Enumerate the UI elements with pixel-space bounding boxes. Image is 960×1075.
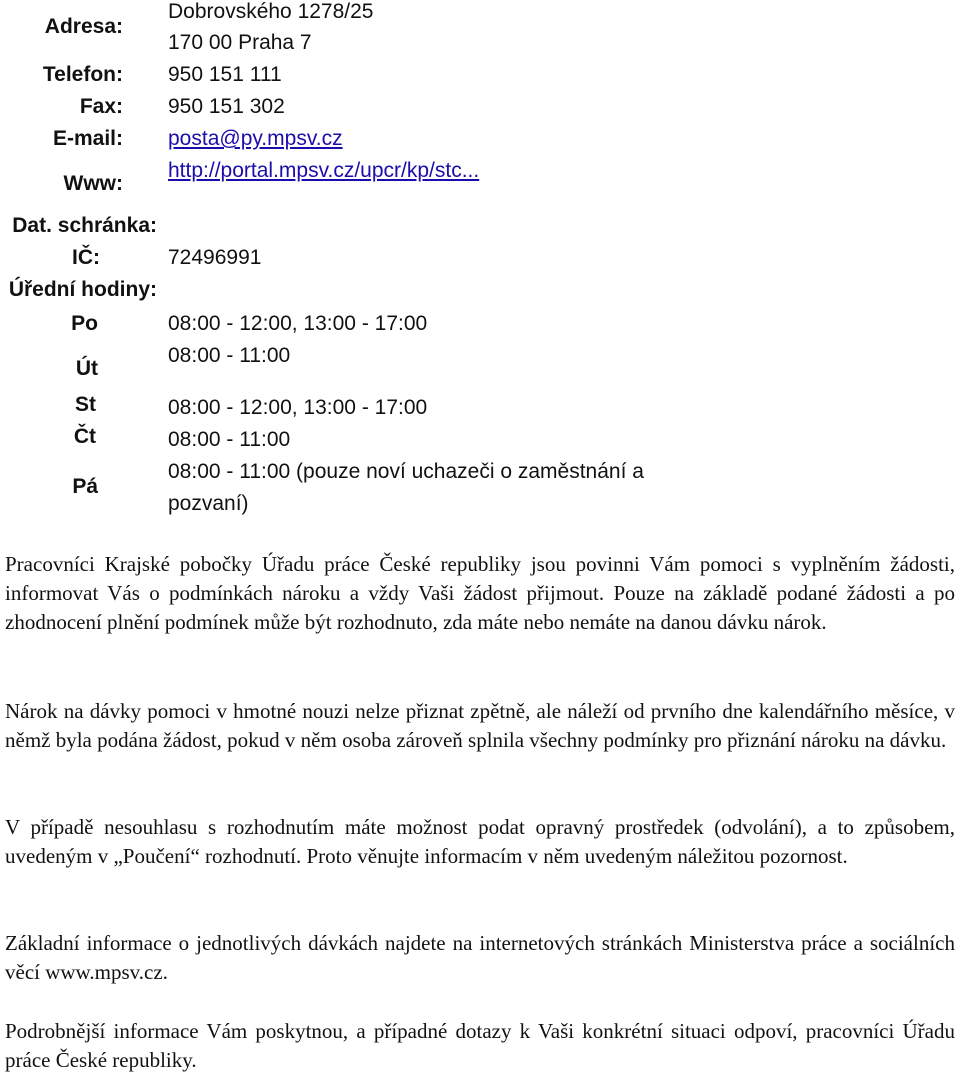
day-label-st: St [75, 393, 96, 416]
hours-ct: 08:00 - 11:00 [168, 428, 291, 451]
day-label-po: Po [71, 312, 98, 335]
address-city: 170 00 Praha 7 [168, 31, 312, 54]
www-label: Www: [63, 172, 123, 195]
info-paragraph-claim: Nárok na dávky pomoci v hmotné nouzi nelze přiznat zpětně, ale náleží od prvního dne kalendářního měsíce, v němž byla podána žádost, pokud v něm osoba zároveň splnila všechny podmínky pro přiznání nároku na dávku. [5, 699, 955, 752]
hours-pa-line2: pozvaní) [168, 492, 249, 515]
day-label-pa: Pá [72, 475, 98, 498]
ico-label: IČ: [72, 246, 100, 269]
ico-value: 72496991 [168, 246, 262, 269]
address-label: Adresa: [44, 15, 123, 38]
hours-ut: 08:00 - 11:00 [168, 344, 291, 367]
email-link[interactable]: posta@py.mpsv.cz [168, 127, 343, 150]
office-hours-title: Úřední hodiny: [8, 278, 157, 301]
fax-label: Fax: [79, 95, 123, 118]
www-link[interactable]: http://portal.mpsv.cz/upcr/kp/stc... [168, 159, 480, 182]
phone-label: Telefon: [42, 63, 123, 86]
fax-value: 950 151 302 [168, 95, 285, 118]
address-street: Dobrovského 1278/25 [168, 0, 374, 23]
day-label-ut: Út [75, 357, 98, 380]
email-label: E-mail: [52, 127, 123, 150]
hours-pa-line1: 08:00 - 11:00 (pouze noví uchazeči o zaměstnání a [168, 460, 644, 483]
databox-label: Dat. schránka: [12, 214, 157, 237]
info-paragraph-appeal: V případě nesouhlasu s rozhodnutím máte možnost podat opravný prostředek (odvolání), a to způsobem, uvedeným v „Poučení“ rozhodnutí. Proto věnujte informacím v něm uvedeným náležitou pozornost. [5, 815, 955, 868]
info-paragraph-detail-info: Podrobnější informace Vám poskytnou, a případné dotazy k Vaši konkrétní situaci odpoví, pracovníci Úřadu práce České republiky. [5, 1019, 955, 1072]
info-paragraph-basic-info: Základní informace o jednotlivých dávkách najdete na internetových stránkách Ministerstva práce a sociálních věcí www.mpsv.cz. [5, 931, 955, 984]
info-paragraph-office-duties: Pracovníci Krajské pobočky Úřadu práce České republiky jsou povinni Vám pomoci s vyplněním žádosti, informovat Vás o podmínkách nároku a vždy Vaši žádost přijmout. Pouze na základě podané žádosti a po zhodnocení plnění podmínek může být rozhodnuto, zda máte nebo nemáte na danou dávku nárok. [5, 552, 955, 634]
hours-st: 08:00 - 12:00, 13:00 - 17:00 [168, 396, 428, 419]
hours-po: 08:00 - 12:00, 13:00 - 17:00 [168, 312, 428, 335]
phone-value: 950 151 111 [168, 63, 282, 86]
day-label-ct: Čt [73, 425, 96, 448]
